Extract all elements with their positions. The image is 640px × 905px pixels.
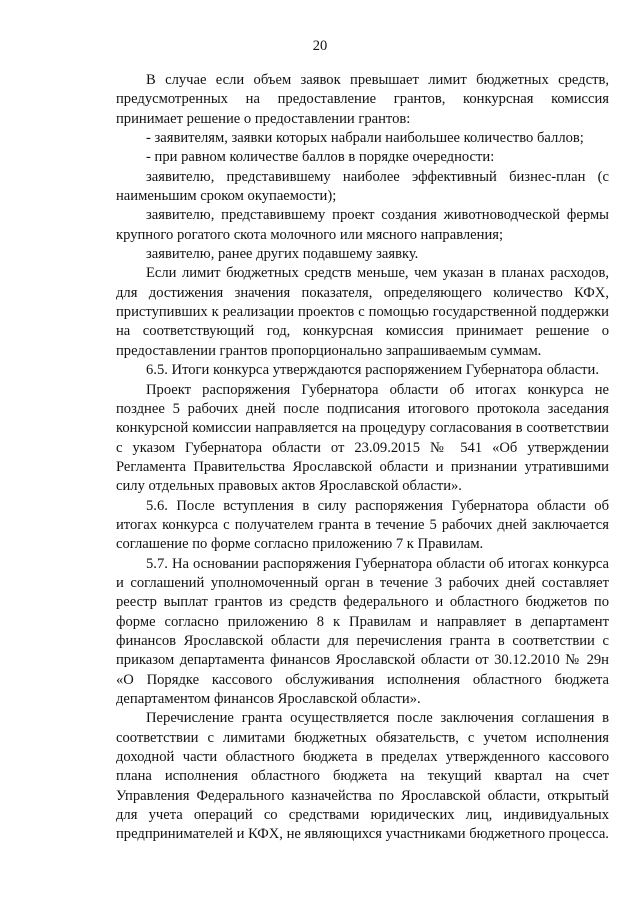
paragraph-list-highest-score: - заявителям, заявки которых набрали наибольшее количество баллов; [146, 130, 584, 147]
paragraph-earliest-application: заявителю, ранее других подавшему заявку. [146, 246, 419, 263]
paragraph-draft-order-approval: Проект распоряжения Губернатора области об итогах конкурса не позднее 5 рабочих дней после подписания итогового протокола заседания конкурсной комиссии направляется на процедуру согласования в соответствии с указом Губернатора области от 23.09.2015 № 541 «Об утверждении Регламента Правительства Ярославской области и признании утратившими силу отдельных правовых актов Ярославской области». [116, 381, 609, 495]
paragraph-proportional-grants: Если лимит бюджетных средств меньше, чем указан в планах расходов, для достижения значения показателя, определяющего количество КФХ, приступивших к реализации проектов с помощью государственной поддержки на соответствующий год, конкурсная комиссия принимает решение о предоставлении грантов пропорционально запрашиваемым суммам. [116, 265, 609, 359]
paragraph-clause-5-6: 5.6. После вступления в силу распоряжения Губернатора области об итогах конкурса с получателем гранта в течение 5 рабочих дней заключается соглашение по форме согласно приложению 7 к Правилам. [116, 497, 609, 553]
paragraph-grant-transfer: Перечисление гранта осуществляется после заключения соглашения в соответствии с лимитами бюджетных обязательств, с учетом исполнения доходной части областного бюджета в пределах утвержденного кассового плана исполнения областного бюджета на текущий квартал на счет Управления Федерального казначейства по Ярославской области, открытый для учета операций со средствами юридических лиц, индивидуальных предпринимателей и КФХ, не являющихся участниками бюджетного процесса. [116, 710, 609, 843]
paragraph-clause-5-7: 5.7. На основании распоряжения Губернатора области об итогах конкурса и соглашений уполномоченный орган в течение 3 рабочих дней составляет реестр выплат грантов из средств федерального и областного бюджетов по форме согласно приложению 8 к Правилам и направляет в департамент финансов Ярославской области для перечисления гранта в соответствии с приказом департамента финансов Ярославской области от 30.12.2010 № 29н «О Порядке кассового обслуживания исполнения областного бюджета департаментом финансов Ярославской области». [116, 555, 609, 707]
paragraph-list-equal-score: - при равном количестве баллов в порядке очередности: [146, 149, 495, 166]
document-body [116, 71, 609, 845]
paragraph-budget-limit-exceeded: В случае если объем заявок превышает лимит бюджетных средств, предусмотренных на предоставление грантов, конкурсная комиссия принимает решение о предоставлении грантов: [116, 72, 609, 127]
page-number: 20 [312, 38, 328, 54]
paragraph-livestock-farm-project: заявителю, представившему проект создания животноводческой фермы крупного рогатого скота молочного или мясного направления; [116, 207, 609, 243]
paragraph-clause-6-5: 6.5. Итоги конкурса утверждаются распоряжением Губернатора области. [146, 362, 600, 379]
paragraph-effective-business-plan: заявителю, представившему наиболее эффективный бизнес-план (с наименьшим сроком окупаемости); [116, 168, 609, 205]
